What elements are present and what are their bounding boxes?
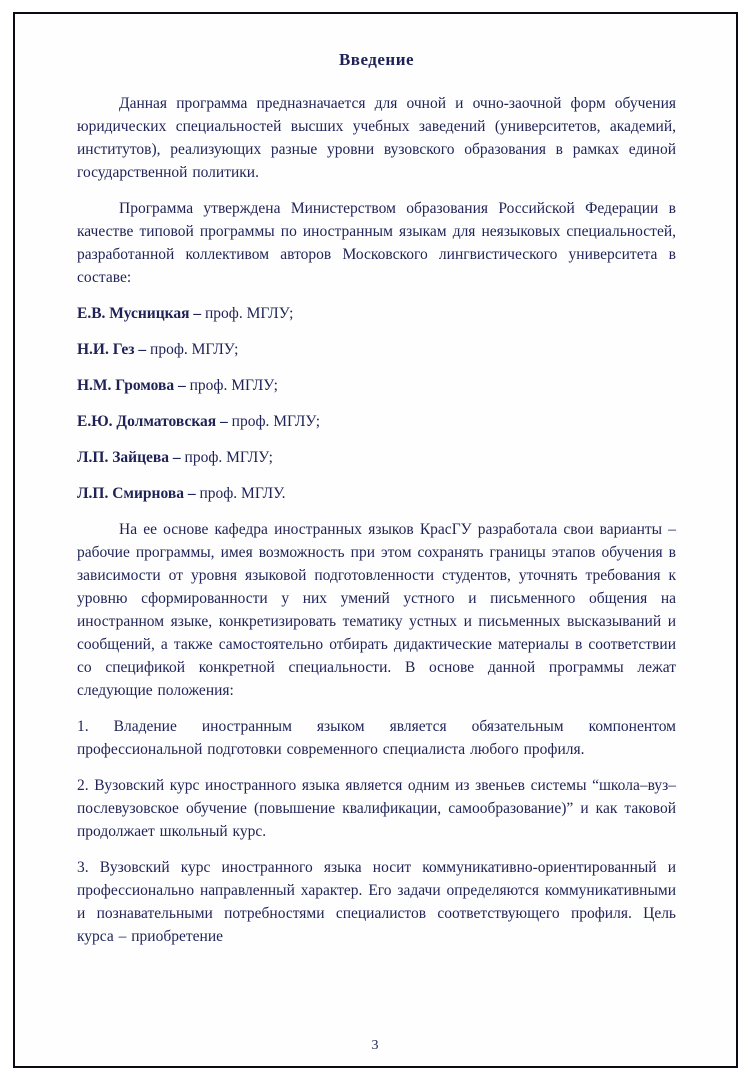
author-role: проф. МГЛУ;	[180, 449, 273, 466]
author-role: проф. МГЛУ.	[195, 485, 286, 502]
intro-paragraph-2: Программа утверждена Министерством образования Российской Федерации в качестве типовой программы по иностранным языкам для неязыковых специальностей, разработанной коллективом авторов Московского лингвистического университета в составе:	[77, 200, 676, 286]
author-line	[77, 302, 676, 325]
author-role: проф. МГЛУ;	[227, 413, 321, 430]
authors-list	[77, 302, 676, 505]
author-role: проф. МГЛУ;	[185, 377, 278, 394]
author-name: Е.Ю. Долматовская –	[77, 413, 228, 430]
numbered-item-1: 1. Владение иностранным языком является обязательным компонентом профессиональной подготовки современного специалиста любого профиля.	[77, 718, 676, 758]
author-line	[77, 482, 676, 505]
numbered-item-2: 2. Вузовский курс иностранного языка является одним из звеньев системы “школа–вуз–послевузовское обучение (повышение квалификации, самообразование)” и как таковой продолжает школьный курс.	[77, 777, 676, 840]
numbered-item-3: 3. Вузовский курс иностранного языка носит коммуникативно-ориентированный и профессионально направленный характер. Его задачи определяются коммуникативными и познавательными потребностями специалистов соответствующего профиля. Цель курса – приобретение	[77, 859, 676, 945]
author-line	[77, 374, 676, 397]
author-name: Н.М. Громова –	[77, 377, 186, 394]
author-name: Л.П. Смирнова –	[77, 485, 196, 502]
page-border	[13, 12, 738, 1068]
author-name: Л.П. Зайцева –	[77, 449, 181, 466]
author-name: Н.И. Гез –	[77, 341, 147, 358]
intro-paragraph-1: Данная программа предназначается для очной и очно-заочной форм обучения юридических специальностей высших учебных заведений (университетов, академий, институтов), реализующих разные уровни вузовского образования в рамках единой государственной политики.	[77, 95, 676, 181]
body-paragraph: На ее основе кафедра иностранных языков КрасГУ разработала свои варианты – рабочие программы, имея возможность при этом сохранять границы этапов обучения в зависимости от уровня языковой подготовленности студентов, уточнять требования к уровню сформированности у них умений устного и письменного общения на иностранном языке, конкретизировать тематику устных и письменных высказываний и сообщений, а также самостоятельно отбирать дидактические материалы в соответствии со спецификой конкретной специальности. В основе данной программы лежат следующие положения:	[77, 521, 676, 699]
author-line	[77, 410, 676, 433]
author-line	[77, 338, 676, 361]
author-role: проф. МГЛУ;	[146, 341, 239, 358]
page-number: 3	[371, 1038, 379, 1053]
page-title: Введение	[338, 50, 415, 69]
author-line	[77, 446, 676, 469]
author-name: Е.В. Мусницкая –	[77, 305, 202, 322]
author-role: проф. МГЛУ;	[201, 305, 294, 322]
